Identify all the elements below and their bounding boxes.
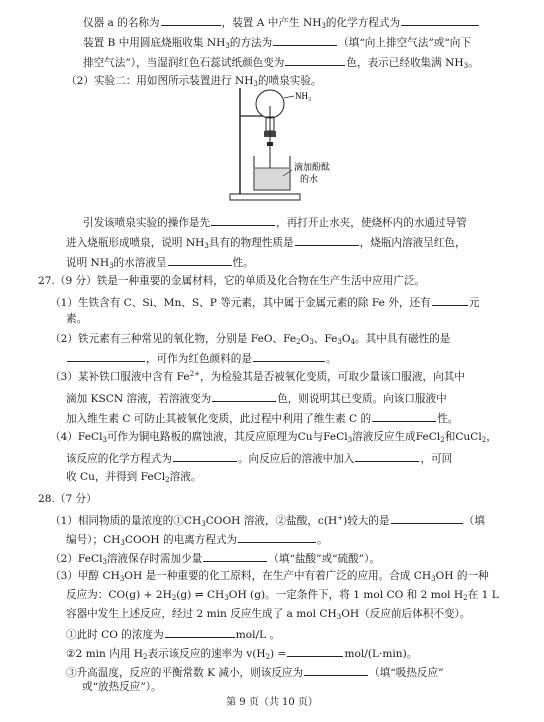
text-line bbox=[66, 470, 201, 484]
text: mol/(L·min)。 bbox=[344, 648, 418, 660]
subscript: 2 bbox=[481, 436, 487, 444]
subscript: 3 bbox=[309, 338, 314, 346]
text-line bbox=[50, 294, 479, 310]
fountain-experiment-figure bbox=[228, 86, 338, 210]
subscript: 2 bbox=[440, 436, 445, 444]
superscript: 2+ bbox=[189, 370, 201, 378]
text-line bbox=[83, 34, 471, 50]
text: 元 bbox=[468, 297, 480, 309]
text-line bbox=[66, 450, 452, 466]
answer-blank[interactable] bbox=[401, 14, 479, 26]
text-line bbox=[50, 332, 450, 346]
text: 引发该喷泉实验的操作是先 bbox=[83, 217, 211, 229]
text: 性。 bbox=[232, 257, 254, 269]
answer-blank[interactable] bbox=[372, 410, 436, 422]
answer-blank[interactable] bbox=[203, 550, 267, 562]
subscript: 3 bbox=[431, 575, 436, 583]
subscript: 3 bbox=[463, 62, 469, 70]
text-line bbox=[83, 214, 467, 230]
subscript: 3 bbox=[336, 613, 342, 621]
subscript: 3 bbox=[102, 436, 107, 444]
text: （4）FeCl bbox=[50, 431, 103, 443]
text: ③升高温度，反应的平衡常数 K 减小，则该反应为 bbox=[66, 667, 304, 679]
answer-blank[interactable] bbox=[304, 664, 368, 676]
text-line bbox=[66, 664, 444, 680]
text: ) = bbox=[270, 648, 287, 660]
text-line bbox=[50, 569, 489, 583]
subscript: 3 bbox=[337, 338, 342, 346]
text: 排空气法”），当湿润红色石蕊试纸颜色变为 bbox=[83, 57, 285, 69]
answer-blank[interactable] bbox=[432, 294, 468, 306]
text: 的水溶液呈 bbox=[113, 257, 167, 269]
water-label: 滴加酚酞 bbox=[294, 163, 331, 173]
text: 表示该反应的速率为 v(H bbox=[147, 648, 266, 660]
text: 、Fe bbox=[313, 333, 338, 345]
answer-blank[interactable] bbox=[238, 531, 316, 543]
text: 溶液。 bbox=[169, 471, 202, 483]
text: （填 bbox=[463, 515, 485, 527]
answer-blank[interactable] bbox=[253, 350, 325, 362]
text: COOH 的电离方程式为 bbox=[124, 534, 238, 546]
text: O bbox=[300, 333, 310, 345]
text-line bbox=[50, 512, 485, 528]
answer-blank[interactable] bbox=[67, 350, 145, 362]
text-line bbox=[50, 370, 465, 384]
text: OH 的一种 bbox=[435, 570, 489, 582]
text-line bbox=[66, 234, 466, 250]
answer-blank[interactable] bbox=[295, 234, 359, 246]
text: 进入烧瓶形成喷泉，说明 NH bbox=[66, 237, 205, 249]
superscript: + bbox=[337, 514, 344, 522]
text: （3）甲醇 CH bbox=[50, 570, 120, 582]
answer-blank[interactable] bbox=[273, 34, 337, 46]
answer-blank[interactable] bbox=[173, 450, 237, 462]
text: 色，则说明其已变质。向该口服液中 bbox=[277, 393, 447, 405]
answer-blank[interactable] bbox=[391, 512, 463, 524]
text: 装置 B 中用圆底烧瓶收集 NH bbox=[83, 37, 226, 49]
text-line bbox=[50, 550, 380, 566]
text-line bbox=[66, 588, 499, 602]
text: 。向反应后的溶液中加入 bbox=[237, 453, 355, 465]
text: （1）生铁含有 C、Si、Mn、S、P 等元素，其中属于金属元素的除 Fe 外，还有 bbox=[50, 297, 431, 309]
answer-blank[interactable] bbox=[285, 54, 345, 66]
text: （2）铁元素有三种常见的氧化物，分别是 FeO、Fe bbox=[50, 333, 297, 345]
text: 性。 bbox=[437, 413, 459, 425]
text-line: 素。 bbox=[66, 313, 88, 325]
text: ， bbox=[486, 431, 497, 443]
subscript: 3 bbox=[201, 520, 206, 528]
subscript: 2 bbox=[463, 594, 468, 602]
text: 色，表示已经收集满 NH bbox=[346, 57, 464, 69]
text: OH 是一种重要的化工原料，在生产中有着广泛的应用。合成 CH bbox=[124, 570, 432, 582]
text: mol/L 。 bbox=[235, 629, 281, 641]
text-line: ，可作为红色颜料的是 。 bbox=[66, 350, 337, 366]
text: 滴加 KSCN 溶液，若溶液变为 bbox=[66, 393, 212, 405]
text: （2）FeCl bbox=[50, 553, 103, 565]
text: （3）某补铁口服液中含有 Fe bbox=[50, 371, 190, 383]
text: 该反应的化学方程式为 bbox=[66, 453, 172, 465]
text: 加入维生素 C 可防止其被氧化变质，此过程中利用了维生素 C 的 bbox=[66, 413, 372, 425]
text-line bbox=[83, 14, 480, 30]
text: ，为检验其是否被氧化变质，可取少量该口服液，向其中 bbox=[200, 371, 465, 383]
answer-blank[interactable] bbox=[165, 626, 235, 638]
text-line: 排空气法”），当湿润红色石蕊试纸颜色变为 色，表示已经收集满 $NH_3$。 bbox=[83, 54, 479, 70]
subscript: 3 bbox=[253, 80, 258, 88]
text: 的方法为 bbox=[229, 37, 273, 49]
text: ，可作为红色颜料的是 bbox=[146, 353, 252, 365]
text: 溶液保存时需加少量 bbox=[106, 553, 203, 565]
text: 和CuCl bbox=[444, 431, 482, 443]
subscript: 3 bbox=[321, 22, 326, 30]
text-line bbox=[66, 607, 470, 621]
answer-blank[interactable] bbox=[161, 14, 221, 26]
text: COOH 溶液，②盐酸，c(H bbox=[205, 515, 338, 527]
answer-blank[interactable] bbox=[287, 645, 343, 657]
answer-blank[interactable] bbox=[355, 450, 419, 462]
text: )较大的是 bbox=[343, 515, 390, 527]
text: OH（反应前后体积不变）。 bbox=[341, 608, 471, 620]
subscript: 2 bbox=[143, 653, 148, 661]
water-label: 的水 bbox=[300, 175, 319, 185]
text: ，再打开止水夹，使烧杯内的水通过导管 bbox=[276, 217, 467, 229]
answer-blank[interactable] bbox=[168, 254, 232, 266]
subscript: 2 bbox=[171, 594, 177, 602]
subscript: 3 bbox=[109, 262, 114, 270]
text: ，烧瓶内溶液呈红色， bbox=[359, 237, 466, 249]
text: （填“向上排空气法”或“向下 bbox=[338, 37, 471, 49]
text-line bbox=[50, 430, 497, 444]
subscript: 2 bbox=[296, 338, 301, 346]
subscript: 3 bbox=[119, 575, 125, 583]
text: 反应为：CO(g) + 2H bbox=[66, 589, 172, 601]
text: （填“盐酸”或“硫酸”）。 bbox=[268, 553, 380, 565]
subscript: 3 bbox=[224, 594, 229, 602]
text: 的化学方程式为 bbox=[325, 17, 401, 29]
answer-blank[interactable] bbox=[212, 390, 276, 402]
subscript: 2 bbox=[165, 476, 170, 484]
text: ，装置 A 中产生 NH bbox=[221, 17, 322, 29]
text: (g) ⇌ CH bbox=[176, 589, 225, 601]
text: 溶液反应生成FeCl bbox=[352, 431, 441, 443]
text: 。其中具有磁性的是 bbox=[355, 333, 451, 345]
text-line: 或“放热反应”）。 bbox=[82, 681, 162, 693]
text: 容器中发生上述反应，经过 2 min 反应生成了 a mol CH bbox=[66, 608, 337, 620]
apparatus-drawing bbox=[228, 86, 338, 210]
text: 可作为铜电路板的腐蚀液，其反应原理为Cu与FeCl bbox=[106, 431, 348, 443]
text: 编号）；CH bbox=[66, 534, 121, 546]
text-line bbox=[66, 390, 447, 406]
text: （填“吸热反应” bbox=[369, 667, 444, 679]
text-line: 编号）；$CH_3COOH$ 的电离方程式为 。 bbox=[66, 531, 328, 547]
text: 具有的物理性质是 bbox=[208, 237, 294, 249]
text: ①此时 CO 的浓度为 bbox=[66, 629, 164, 641]
answer-blank[interactable] bbox=[211, 214, 275, 226]
subscript: 3 bbox=[347, 436, 353, 444]
text: （2）实验二：用如图所示装置进行 NH bbox=[66, 75, 254, 87]
text-line bbox=[66, 626, 280, 642]
text: 仪器 a 的名称为 bbox=[83, 17, 160, 29]
question-27-heading: 27.（9 分）铁是一种重要的金属材料，它的单质及化合物在生产生活中应用广泛。 bbox=[38, 275, 426, 287]
subscript: 4 bbox=[350, 338, 356, 346]
subscript: 3 bbox=[120, 539, 125, 547]
text: 在 1 L bbox=[467, 589, 499, 601]
text-line bbox=[66, 410, 458, 426]
text: 说明 NH bbox=[66, 257, 110, 269]
text-line bbox=[66, 645, 417, 661]
text: （1）相同物质的量浓度的①CH bbox=[50, 515, 202, 527]
question-28-heading: 28.（7 分） bbox=[38, 493, 97, 505]
text: 的喷泉实验。 bbox=[258, 75, 322, 87]
text-line bbox=[66, 254, 254, 270]
subscript: 3 bbox=[102, 558, 107, 566]
subscript: 3 bbox=[225, 42, 230, 50]
text: 收 Cu，并得到 FeCl bbox=[66, 471, 166, 483]
subscript: 2 bbox=[265, 653, 271, 661]
subscript: 3 bbox=[204, 242, 209, 250]
text: O bbox=[341, 333, 351, 345]
text: ②2 min 内用 H bbox=[66, 648, 144, 660]
text: ，可回 bbox=[420, 453, 453, 465]
text: OH (g)。一定条件下，将 1 mol CO 和 2 mol H bbox=[228, 589, 464, 601]
page-footer: 第 9 页（共 10 页） bbox=[226, 697, 318, 708]
nh3-label: NH₃ bbox=[295, 91, 312, 101]
